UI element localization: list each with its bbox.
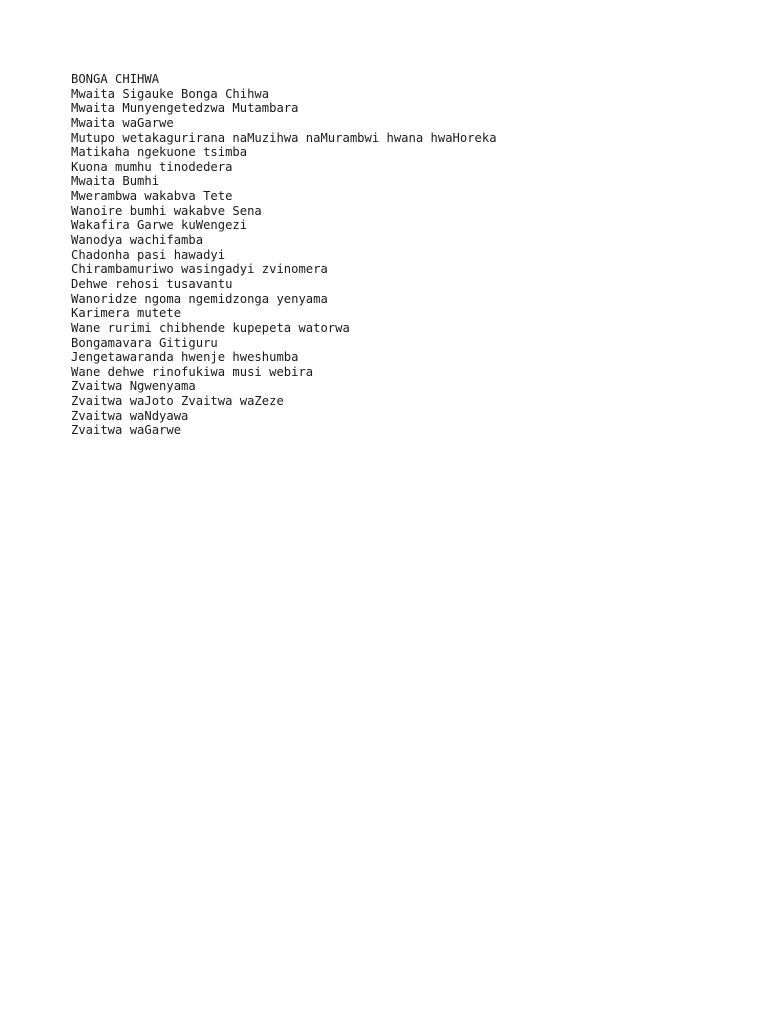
- text-line: Mutupo wetakagurirana naMuzihwa naMurambwi hwana hwaHoreka: [71, 130, 497, 145]
- text-line: Wanoridze ngoma ngemidzonga yenyama: [71, 291, 328, 306]
- text-line: Jengetawaranda hwenje hweshumba: [71, 350, 299, 365]
- text-line: Mwaita waGarwe: [71, 115, 174, 130]
- text-line: Chadonha pasi hawadyi: [71, 247, 226, 262]
- text-line: Dehwe rehosi tusavantu: [71, 276, 233, 291]
- text-line: Wanodya wachifamba: [71, 233, 204, 248]
- text-line: Wakafira Garwe kuWengezi: [71, 218, 248, 233]
- title-line: BONGA CHIHWA: [71, 72, 160, 86]
- text-line: Mwaita Bumhi: [71, 174, 160, 189]
- text-line: Zvaitwa waNdyawa: [71, 408, 189, 423]
- text-line: Wane dehwe rinofukiwa musi webira: [71, 364, 314, 379]
- text-line: Mwaita Sigauke Bonga Chihwa: [71, 86, 270, 101]
- text-line: Kuona mumhu tinodedera: [71, 159, 233, 174]
- text-line: Bongamavara Gitiguru: [71, 335, 218, 350]
- poem-text: [71, 72, 497, 438]
- text-line: Wanoire bumhi wakabve Sena: [71, 203, 262, 218]
- text-line: Mwerambwa wakabva Tete: [71, 189, 233, 204]
- text-line: Zvaitwa waGarwe: [71, 423, 182, 438]
- text-line: Zvaitwa Ngwenyama: [71, 379, 196, 394]
- text-line: Mwaita Munyengetedzwa Mutambara: [71, 101, 299, 116]
- text-line: Wane rurimi chibhende kupepeta watorwa: [71, 320, 350, 335]
- text-line: Matikaha ngekuone tsimba: [71, 145, 248, 160]
- text-line: Zvaitwa waJoto Zvaitwa waZeze: [71, 394, 284, 409]
- text-line: Chirambamuriwo wasingadyi zvinomera: [71, 262, 328, 277]
- text-line: Karimera mutete: [71, 306, 182, 321]
